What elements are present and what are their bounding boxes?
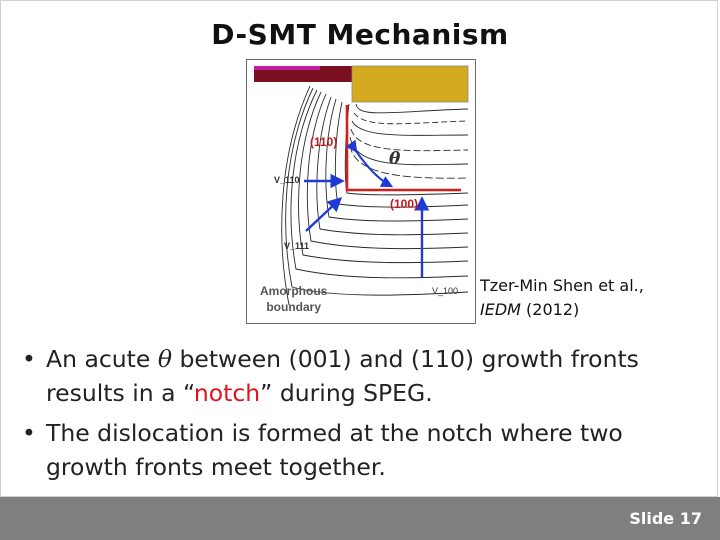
v110-label: V_110 bbox=[274, 175, 300, 185]
notch-highlight: notch bbox=[193, 379, 261, 407]
gate-highlight bbox=[254, 66, 320, 70]
v100-label: V_100 bbox=[432, 286, 459, 296]
slide-title: D-SMT Mechanism bbox=[211, 18, 509, 51]
citation-venue: IEDM bbox=[480, 300, 521, 319]
amorphous-line1: Amorphous bbox=[260, 284, 328, 298]
spacer-block bbox=[352, 66, 468, 102]
theta-symbol: θ bbox=[389, 149, 401, 169]
dsmt-figure bbox=[246, 59, 476, 324]
bullet-list bbox=[22, 342, 702, 490]
amorphous-line2: boundary bbox=[266, 300, 321, 314]
bullet-item-1: • An acute θ between (001) and (110) growth fronts results in a “notch” during SPEG. bbox=[22, 342, 702, 410]
citation-authors: Tzer-Min Shen et al., bbox=[480, 276, 644, 295]
label-110: (110) bbox=[310, 135, 338, 149]
bullet-item-2: • The dislocation is formed at the notch where two growth fronts meet together. bbox=[22, 416, 702, 484]
theta-inline: θ bbox=[157, 345, 172, 373]
citation bbox=[480, 274, 644, 322]
slide-number: Slide 17 bbox=[629, 509, 702, 528]
v111-label: V_111 bbox=[284, 241, 310, 251]
label-100: (100) bbox=[390, 197, 419, 211]
citation-year: (2012) bbox=[520, 300, 580, 319]
amorphous-boundary-label bbox=[260, 283, 327, 315]
citation-venue-line bbox=[480, 298, 644, 322]
footer-bar bbox=[0, 497, 720, 540]
